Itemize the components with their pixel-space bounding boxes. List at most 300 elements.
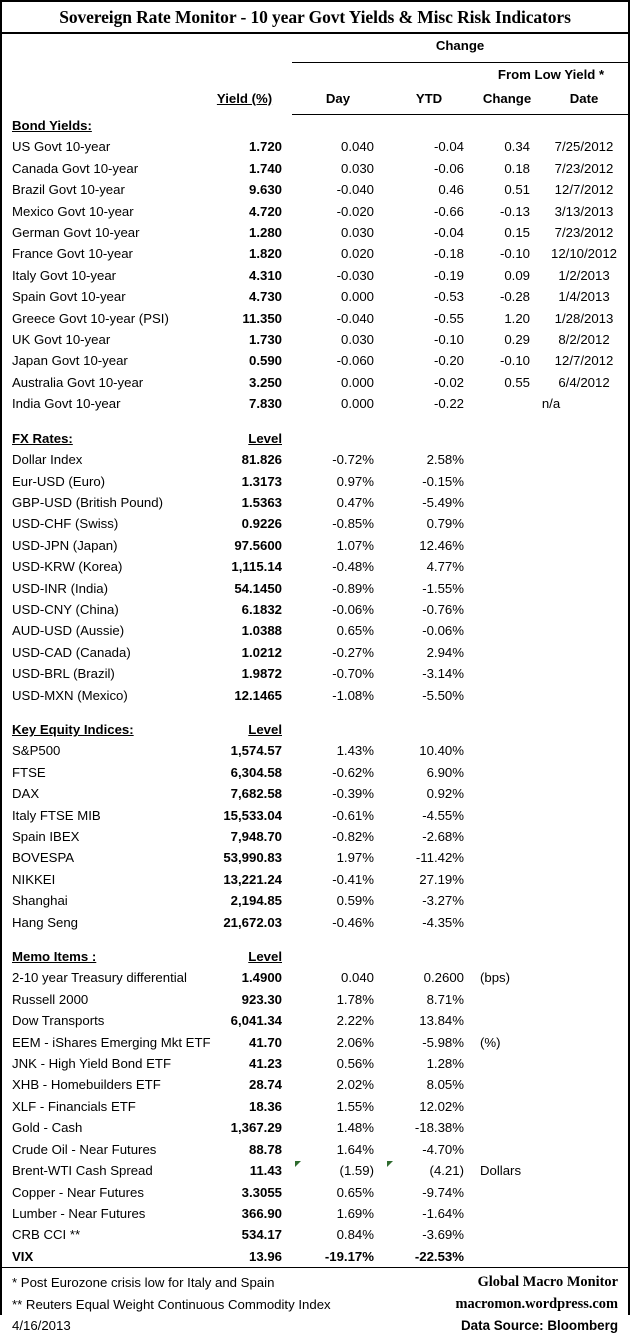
- row-level: 1,367.29: [230, 1120, 282, 1136]
- row-blank: [474, 890, 628, 911]
- row-unit-suffix: (bps): [480, 970, 511, 986]
- row-ytd: -0.53: [433, 289, 464, 305]
- section-level-header-memo_items: Level: [248, 949, 282, 965]
- column-header-block: [2, 34, 628, 115]
- row-level: 4.730: [248, 289, 282, 305]
- row-label: Australia Govt 10-year: [12, 374, 144, 390]
- row-ytd: -18.38%: [414, 1120, 464, 1136]
- row-unit-suffix: [474, 1139, 628, 1160]
- row-unit-suffix: [474, 1096, 628, 1117]
- row-day: 0.000: [340, 289, 374, 305]
- section-heading-row: [2, 946, 628, 967]
- table-row: [2, 179, 628, 200]
- row-ytd: -0.22: [433, 396, 464, 412]
- section-blank: [207, 115, 292, 136]
- row-day: 0.56%: [336, 1056, 374, 1072]
- section-blank-1: [384, 428, 474, 449]
- row-label: Dollar Index: [12, 452, 83, 468]
- rule-spacer-d: [207, 109, 292, 115]
- row-ytd: 2.94%: [426, 644, 464, 660]
- row-label: Canada Govt 10-year: [12, 160, 139, 176]
- row-level: 3.250: [248, 374, 282, 390]
- row-level: 13.96: [248, 1248, 282, 1264]
- row-level: 28.74: [248, 1077, 282, 1093]
- header-blank-1: [2, 34, 207, 56]
- row-unit-suffix: (%): [480, 1034, 501, 1050]
- row-level: 0.9226: [241, 516, 282, 532]
- table-row: [2, 1182, 628, 1203]
- row-day: -0.040: [336, 182, 374, 198]
- row-blank: [474, 805, 628, 826]
- row-from-low-date: 7/25/2012: [554, 139, 614, 155]
- row-ytd: 27.19%: [419, 871, 464, 887]
- footnote-2: ** Reuters Equal Weight Continuous Commodity Index: [12, 1296, 331, 1312]
- row-level: 1.720: [248, 139, 282, 155]
- spacer-cell: [2, 415, 628, 428]
- row-label: FTSE: [12, 764, 46, 780]
- header-blank-5: [292, 63, 384, 86]
- row-label: Copper - Near Futures: [12, 1184, 144, 1200]
- row-level: 1,574.57: [230, 743, 282, 759]
- row-label: VIX: [12, 1248, 34, 1264]
- row-unit-suffix: [474, 1182, 628, 1203]
- row-from-low-change: 0.55: [504, 374, 530, 390]
- section-blank-2: [474, 115, 540, 136]
- row-from-low-date: 12/7/2012: [554, 182, 614, 198]
- row-label: Gold - Cash: [12, 1120, 83, 1136]
- row-level: 54.1450: [234, 580, 282, 596]
- row-ytd: 2.58%: [426, 452, 464, 468]
- row-day: 1.69%: [336, 1205, 374, 1221]
- section-heading-row: [2, 428, 628, 449]
- row-day: -0.030: [336, 267, 374, 283]
- table-row: [2, 222, 628, 243]
- section-blank-2: [474, 719, 540, 740]
- row-level: 41.70: [248, 1034, 282, 1050]
- row-blank: [474, 912, 628, 933]
- row-day: -1.08%: [332, 687, 374, 703]
- row-from-low-date: 12/10/2012: [550, 246, 617, 262]
- table-row: [2, 805, 628, 826]
- header-blank-2: [207, 34, 292, 56]
- row-ytd: 0.92%: [426, 786, 464, 802]
- row-level: 1.0212: [241, 644, 282, 660]
- row-day: 0.47%: [336, 494, 374, 510]
- row-unit-suffix: [474, 1010, 628, 1031]
- row-level: 97.5600: [234, 537, 282, 553]
- row-from-low-change: 0.34: [504, 139, 530, 155]
- table-row: [2, 1032, 628, 1053]
- table-row: [2, 471, 628, 492]
- table-row: [2, 329, 628, 350]
- table-row: [2, 967, 628, 988]
- row-ytd: -0.66: [433, 203, 464, 219]
- row-ytd: -3.27%: [422, 893, 464, 909]
- row-from-low-date: 6/4/2012: [558, 374, 610, 390]
- row-unit-suffix: [474, 1053, 628, 1074]
- row-blank: [474, 471, 628, 492]
- row-label: Hang Seng: [12, 914, 78, 930]
- data-table: [2, 115, 628, 1267]
- row-day: -0.46%: [332, 914, 374, 930]
- row-day: 0.030: [340, 160, 374, 176]
- section-heading-equity_indices: Key Equity Indices:: [12, 721, 134, 737]
- page-title-bar: [2, 2, 628, 34]
- row-unit-suffix: [474, 1074, 628, 1095]
- row-ytd: -5.49%: [422, 494, 464, 510]
- row-label: USD-CNY (China): [12, 601, 119, 617]
- row-level: 366.90: [241, 1205, 282, 1221]
- row-day: 1.48%: [336, 1120, 374, 1136]
- row-day: -0.39%: [332, 786, 374, 802]
- table-row: [2, 449, 628, 470]
- row-ytd: 6.90%: [426, 764, 464, 780]
- table-row: [2, 912, 628, 933]
- section-heading-fx_rates: FX Rates:: [12, 430, 73, 446]
- row-from-low-date: 1/4/2013: [558, 289, 610, 305]
- row-from-low-change: 0.15: [504, 225, 530, 241]
- row-from-low-date: 7/23/2012: [554, 160, 614, 176]
- row-label: DAX: [12, 786, 40, 802]
- row-ytd: -0.18: [433, 246, 464, 262]
- row-label: CRB CCI **: [12, 1227, 81, 1243]
- row-day: 2.22%: [336, 1013, 374, 1029]
- row-unit-suffix: [474, 989, 628, 1010]
- section-blank-0: [292, 946, 384, 967]
- row-level: 1,115.14: [231, 559, 282, 575]
- row-day: 1.43%: [336, 743, 374, 759]
- row-level: 1.4900: [241, 970, 282, 986]
- row-from-low-change: 1.20: [504, 310, 530, 326]
- row-ytd: 4.77%: [426, 559, 464, 575]
- row-level: 11.43: [249, 1163, 282, 1179]
- row-na: n/a: [541, 396, 561, 412]
- row-level: 7,682.58: [230, 786, 282, 802]
- row-ytd: -3.69%: [422, 1227, 464, 1243]
- row-day: 0.000: [340, 374, 374, 390]
- brand-name: Global Macro Monitor: [477, 1274, 618, 1291]
- row-ytd: 0.46: [438, 182, 464, 198]
- row-level: 9.630: [248, 182, 282, 198]
- row-unit-suffix: [474, 1224, 628, 1245]
- spacer-cell: [2, 706, 628, 719]
- row-level: 7.830: [248, 396, 282, 412]
- row-ytd: -4.70%: [422, 1141, 464, 1157]
- row-day: -0.06%: [332, 601, 374, 617]
- table-row: [2, 599, 628, 620]
- row-blank: [474, 620, 628, 641]
- row-ytd: -3.14%: [422, 666, 464, 682]
- table-row: [2, 158, 628, 179]
- table-row: [2, 1053, 628, 1074]
- row-level: 3.3055: [241, 1184, 282, 1200]
- row-day: -0.62%: [332, 764, 374, 780]
- row-day: 0.030: [340, 332, 374, 348]
- row-ytd: -0.10: [433, 332, 464, 348]
- section-gap: [2, 706, 628, 719]
- row-label: Shanghai: [12, 893, 68, 909]
- table-row: [2, 826, 628, 847]
- row-from-low-date: 1/28/2013: [554, 310, 614, 326]
- row-from-low-change: 0.09: [504, 267, 530, 283]
- table-row: [2, 1010, 628, 1031]
- table-row: [2, 1246, 628, 1267]
- row-level: 15,533.04: [223, 807, 282, 823]
- row-level: 1.740: [248, 160, 282, 176]
- table-row: [2, 685, 628, 706]
- row-label: AUD-USD (Aussie): [12, 623, 125, 639]
- section-blank-3: [540, 115, 628, 136]
- row-level: 1.5363: [241, 494, 282, 510]
- row-ytd: 0.2600: [423, 970, 464, 986]
- row-ytd: -0.04: [433, 225, 464, 241]
- table-row: [2, 1160, 628, 1181]
- row-day: (1.59): [292, 1160, 384, 1181]
- row-level: 53,990.83: [223, 850, 282, 866]
- section-blank-2: [474, 946, 540, 967]
- row-ytd: -1.55%: [422, 580, 464, 596]
- row-day: 0.84%: [336, 1227, 374, 1243]
- table-row: [2, 308, 628, 329]
- row-from-low-change: -0.10: [499, 246, 530, 262]
- table-row: [2, 286, 628, 307]
- row-label: Dow Transports: [12, 1013, 105, 1029]
- row-blank: [474, 492, 628, 513]
- row-label: XLF - Financials ETF: [12, 1098, 136, 1114]
- row-ytd: -0.02: [433, 374, 464, 390]
- row-day: -0.48%: [332, 559, 374, 575]
- row-blank: [474, 869, 628, 890]
- row-day: 0.030: [340, 225, 374, 241]
- rule2-under-change: [474, 109, 540, 115]
- row-ytd: -4.55%: [422, 807, 464, 823]
- row-level: 923.30: [241, 991, 282, 1007]
- row-label: USD-CHF (Swiss): [12, 516, 119, 532]
- row-label: USD-JPN (Japan): [12, 537, 118, 553]
- row-ytd: -0.19: [433, 267, 464, 283]
- row-day: 1.07%: [336, 537, 374, 553]
- header-change-group: Change: [435, 37, 485, 53]
- table-row: [2, 350, 628, 371]
- row-label: BOVESPA: [12, 850, 75, 866]
- row-blank: [474, 847, 628, 868]
- data-source: Data Source: Bloomberg: [461, 1318, 618, 1334]
- header-change-group-row: [2, 34, 628, 56]
- row-blank: [474, 826, 628, 847]
- table-row: [2, 989, 628, 1010]
- row-ytd: -4.35%: [422, 914, 464, 930]
- attribution: [455, 1272, 618, 1337]
- header-yield-pct: Yield (%): [216, 90, 273, 106]
- header-blank-3: [2, 63, 207, 86]
- table-row: [2, 740, 628, 761]
- section-gap: [2, 933, 628, 946]
- row-label: USD-BRL (Brazil): [12, 666, 115, 682]
- row-day: -0.70%: [332, 666, 374, 682]
- row-level: 1.9872: [241, 666, 282, 682]
- row-from-low-change: 0.29: [504, 332, 530, 348]
- row-blank: [474, 556, 628, 577]
- row-label: USD-MXN (Mexico): [12, 687, 128, 703]
- row-ytd: -9.74%: [422, 1184, 464, 1200]
- row-blank: [474, 783, 628, 804]
- row-day: 0.000: [340, 396, 374, 412]
- row-day: 2.02%: [336, 1077, 374, 1093]
- row-label: EEM - iShares Emerging Mkt ETF: [12, 1034, 211, 1050]
- row-label: USD-CAD (Canada): [12, 644, 131, 660]
- header-date: Date: [569, 90, 599, 106]
- row-day: 1.64%: [336, 1141, 374, 1157]
- header-from-low-yield-row: [2, 63, 628, 86]
- row-ytd: 12.02%: [419, 1098, 464, 1114]
- header-labels-row: [2, 85, 628, 109]
- row-day: 1.97%: [336, 850, 374, 866]
- row-label: Crude Oil - Near Futures: [12, 1141, 157, 1157]
- row-label: Russell 2000: [12, 991, 89, 1007]
- row-day: 0.97%: [336, 473, 374, 489]
- row-level: 4.720: [248, 203, 282, 219]
- row-label: Brazil Govt 10-year: [12, 182, 125, 198]
- row-label: UK Govt 10-year: [12, 332, 111, 348]
- row-ytd: -0.04: [433, 139, 464, 155]
- section-blank-0: [292, 428, 384, 449]
- table-row: [2, 556, 628, 577]
- table-row: [2, 136, 628, 157]
- table-row: [2, 265, 628, 286]
- report-date: 4/16/2013: [12, 1318, 71, 1334]
- row-level: 0.590: [248, 353, 282, 369]
- table-row: [2, 1096, 628, 1117]
- row-from-low-change: -0.13: [499, 203, 530, 219]
- row-label: 2-10 year Treasury differential: [12, 970, 187, 986]
- row-level: 81.826: [241, 452, 282, 468]
- rule-spacer-c: [2, 109, 207, 115]
- section-heading-memo_items: Memo Items :: [12, 949, 97, 965]
- row-label: USD-KRW (Korea): [12, 559, 123, 575]
- spacer-cell: [2, 933, 628, 946]
- rule2-under-date: [540, 109, 628, 115]
- row-unit-suffix: [474, 1203, 628, 1224]
- table-row: [2, 492, 628, 513]
- row-blank: [474, 449, 628, 470]
- row-day: -0.89%: [332, 580, 374, 596]
- header-blank-4: [207, 63, 292, 86]
- footer: [2, 1268, 628, 1337]
- row-blank: [474, 578, 628, 599]
- row-day: -0.060: [336, 353, 374, 369]
- row-unit-suffix: [474, 1246, 628, 1267]
- row-ytd: 12.46%: [419, 537, 464, 553]
- row-label: India Govt 10-year: [12, 396, 121, 412]
- row-label: Japan Govt 10-year: [12, 353, 128, 369]
- row-level: 13,221.24: [223, 871, 282, 887]
- row-day: 2.06%: [336, 1034, 374, 1050]
- section-level-header-fx_rates: Level: [248, 430, 282, 446]
- row-ytd: -22.53%: [414, 1248, 464, 1264]
- row-label: Italy FTSE MIB: [12, 807, 101, 823]
- row-ytd: -0.06%: [422, 623, 464, 639]
- section-blank-2: [474, 428, 540, 449]
- row-blank: [474, 663, 628, 684]
- row-label: Mexico Govt 10-year: [12, 203, 134, 219]
- row-level: 1.730: [248, 332, 282, 348]
- section-blank-1: [384, 946, 474, 967]
- row-level: 4.310: [248, 267, 282, 283]
- row-ytd: -2.68%: [422, 829, 464, 844]
- row-ytd: -0.06: [433, 160, 464, 176]
- row-level: 6.1832: [241, 601, 282, 617]
- row-level: 41.23: [248, 1056, 282, 1072]
- row-level: 12.1465: [234, 687, 282, 703]
- row-level: 534.17: [241, 1227, 282, 1243]
- row-level: 2,194.85: [230, 893, 282, 909]
- row-day: -0.040: [336, 310, 374, 326]
- row-ytd: -5.98%: [422, 1034, 464, 1050]
- row-ytd: -1.64%: [422, 1205, 464, 1221]
- table-row: [2, 642, 628, 663]
- table-row: [2, 393, 628, 414]
- table-row: [2, 578, 628, 599]
- section-blank-3: [540, 719, 628, 740]
- brand-site[interactable]: macromon.wordpress.com: [455, 1295, 618, 1312]
- row-day: 0.040: [340, 970, 374, 986]
- table-row: [2, 847, 628, 868]
- row-from-low-date: 8/2/2012: [558, 332, 610, 348]
- row-ytd: -0.15%: [422, 473, 464, 489]
- table-row: [2, 1139, 628, 1160]
- row-ytd: -0.20: [433, 353, 464, 369]
- table-row: [2, 513, 628, 534]
- row-day: -0.41%: [332, 871, 374, 887]
- row-level: 6,304.58: [230, 764, 282, 780]
- row-day: -0.82%: [332, 829, 374, 844]
- row-level: 1.3173: [241, 473, 282, 489]
- header-ytd: YTD: [415, 90, 443, 106]
- row-day: 0.020: [340, 246, 374, 262]
- table-row: [2, 1074, 628, 1095]
- row-unit-suffix: Dollars: [480, 1163, 522, 1179]
- row-label: US Govt 10-year: [12, 139, 111, 155]
- row-day: 1.78%: [336, 991, 374, 1007]
- header-from-low-yield: From Low Yield *: [497, 66, 605, 82]
- page-title: Sovereign Rate Monitor - 10 year Govt Yields & Misc Risk Indicators: [59, 6, 571, 27]
- table-row: [2, 890, 628, 911]
- row-label: Italy Govt 10-year: [12, 267, 117, 283]
- header-day: Day: [325, 90, 351, 106]
- row-label: USD-INR (India): [12, 580, 108, 596]
- section-blank-0: [292, 719, 384, 740]
- row-blank: [474, 685, 628, 706]
- row-ytd: -5.50%: [422, 687, 464, 703]
- row-label: Brent-WTI Cash Spread: [12, 1163, 153, 1179]
- section-blank-0: [292, 115, 384, 136]
- table-row: [2, 620, 628, 641]
- row-ytd: 8.71%: [426, 991, 464, 1007]
- row-label: German Govt 10-year: [12, 225, 140, 241]
- section-gap: [2, 415, 628, 428]
- rule2-under-day: [292, 109, 384, 115]
- section-heading-row: [2, 719, 628, 740]
- section-heading-bond_yields: Bond Yields:: [12, 118, 92, 133]
- table-row: [2, 372, 628, 393]
- row-from-low-date: 7/23/2012: [554, 225, 614, 241]
- row-from-low-change: 0.51: [504, 182, 530, 198]
- row-day: -0.85%: [332, 516, 374, 532]
- row-day: 0.040: [340, 139, 374, 155]
- row-level: 7,948.70: [230, 829, 282, 844]
- row-label: Spain Govt 10-year: [12, 289, 126, 305]
- table-row: [2, 869, 628, 890]
